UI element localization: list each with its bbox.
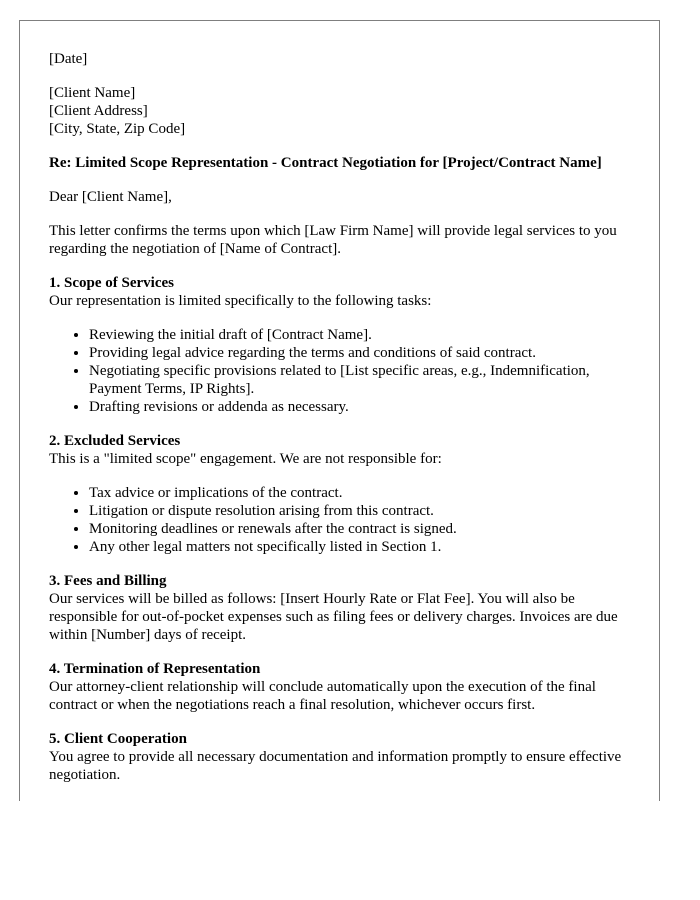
section-text: Our attorney-client relationship will conclude automatically upon the execution of the final contract or when the negotiations reach a final resolution, whichever occurs first. [49, 679, 596, 713]
list-item: • Drafting revisions or addenda as necessary. [89, 398, 635, 416]
subject-line: Re: Limited Scope Representation - Contract Negotiation for [Project/Contract Name] [49, 155, 602, 171]
section-scope [49, 274, 635, 416]
list-item: • Reviewing the initial draft of [Contract Name]. [89, 326, 635, 344]
section-text: Our representation is limited specifically to the following tasks: [49, 293, 432, 309]
section-termination [49, 660, 635, 714]
section-heading: 2. Excluded Services [49, 433, 181, 449]
recipient-city-state-zip: [City, State, Zip Code] [49, 121, 186, 137]
section-heading: 4. Termination of Representation [49, 661, 261, 677]
section-heading: 3. Fees and Billing [49, 573, 167, 589]
salutation: Dear [Client Name], [49, 189, 172, 205]
section-heading: 5. Client Cooperation [49, 731, 187, 747]
list-item: • Any other legal matters not specifically listed in Section 1. [89, 538, 635, 556]
section-excluded [49, 432, 635, 556]
letter-date: [Date] [49, 51, 88, 67]
recipient-name: [Client Name] [49, 85, 136, 101]
list-item: • Litigation or dispute resolution arising from this contract. [89, 502, 635, 520]
scope-list [49, 326, 635, 416]
recipient-address: [Client Address] [49, 103, 148, 119]
excluded-list [49, 484, 635, 556]
list-item: • Monitoring deadlines or renewals after the contract is signed. [89, 520, 635, 538]
list-item: • Tax advice or implications of the contract. [89, 484, 635, 502]
section-text: You agree to provide all necessary documentation and information promptly to ensure effective negotiation. [49, 749, 622, 783]
section-cooperation [49, 730, 635, 784]
recipient-block [49, 84, 635, 138]
letter-page [19, 20, 660, 801]
intro-paragraph: This letter confirms the terms upon which [Law Firm Name] will provide legal services to you regarding the negotiation of [Name of Contract]. [49, 223, 617, 257]
section-heading: 1. Scope of Services [49, 275, 174, 291]
section-text: This is a "limited scope" engagement. We are not responsible for: [49, 451, 442, 467]
list-item: • Providing legal advice regarding the terms and conditions of said contract. [89, 344, 635, 362]
list-item: • Negotiating specific provisions related to [List specific areas, e.g., Indemnification, Payment Terms, IP Rights]. [89, 362, 635, 398]
section-text: Our services will be billed as follows: [Insert Hourly Rate or Flat Fee]. You will also be responsible for out-of-pocket expenses such as filing fees or delivery charges. Invoices are due within [Number] days of receipt. [49, 591, 618, 643]
section-fees [49, 572, 635, 644]
